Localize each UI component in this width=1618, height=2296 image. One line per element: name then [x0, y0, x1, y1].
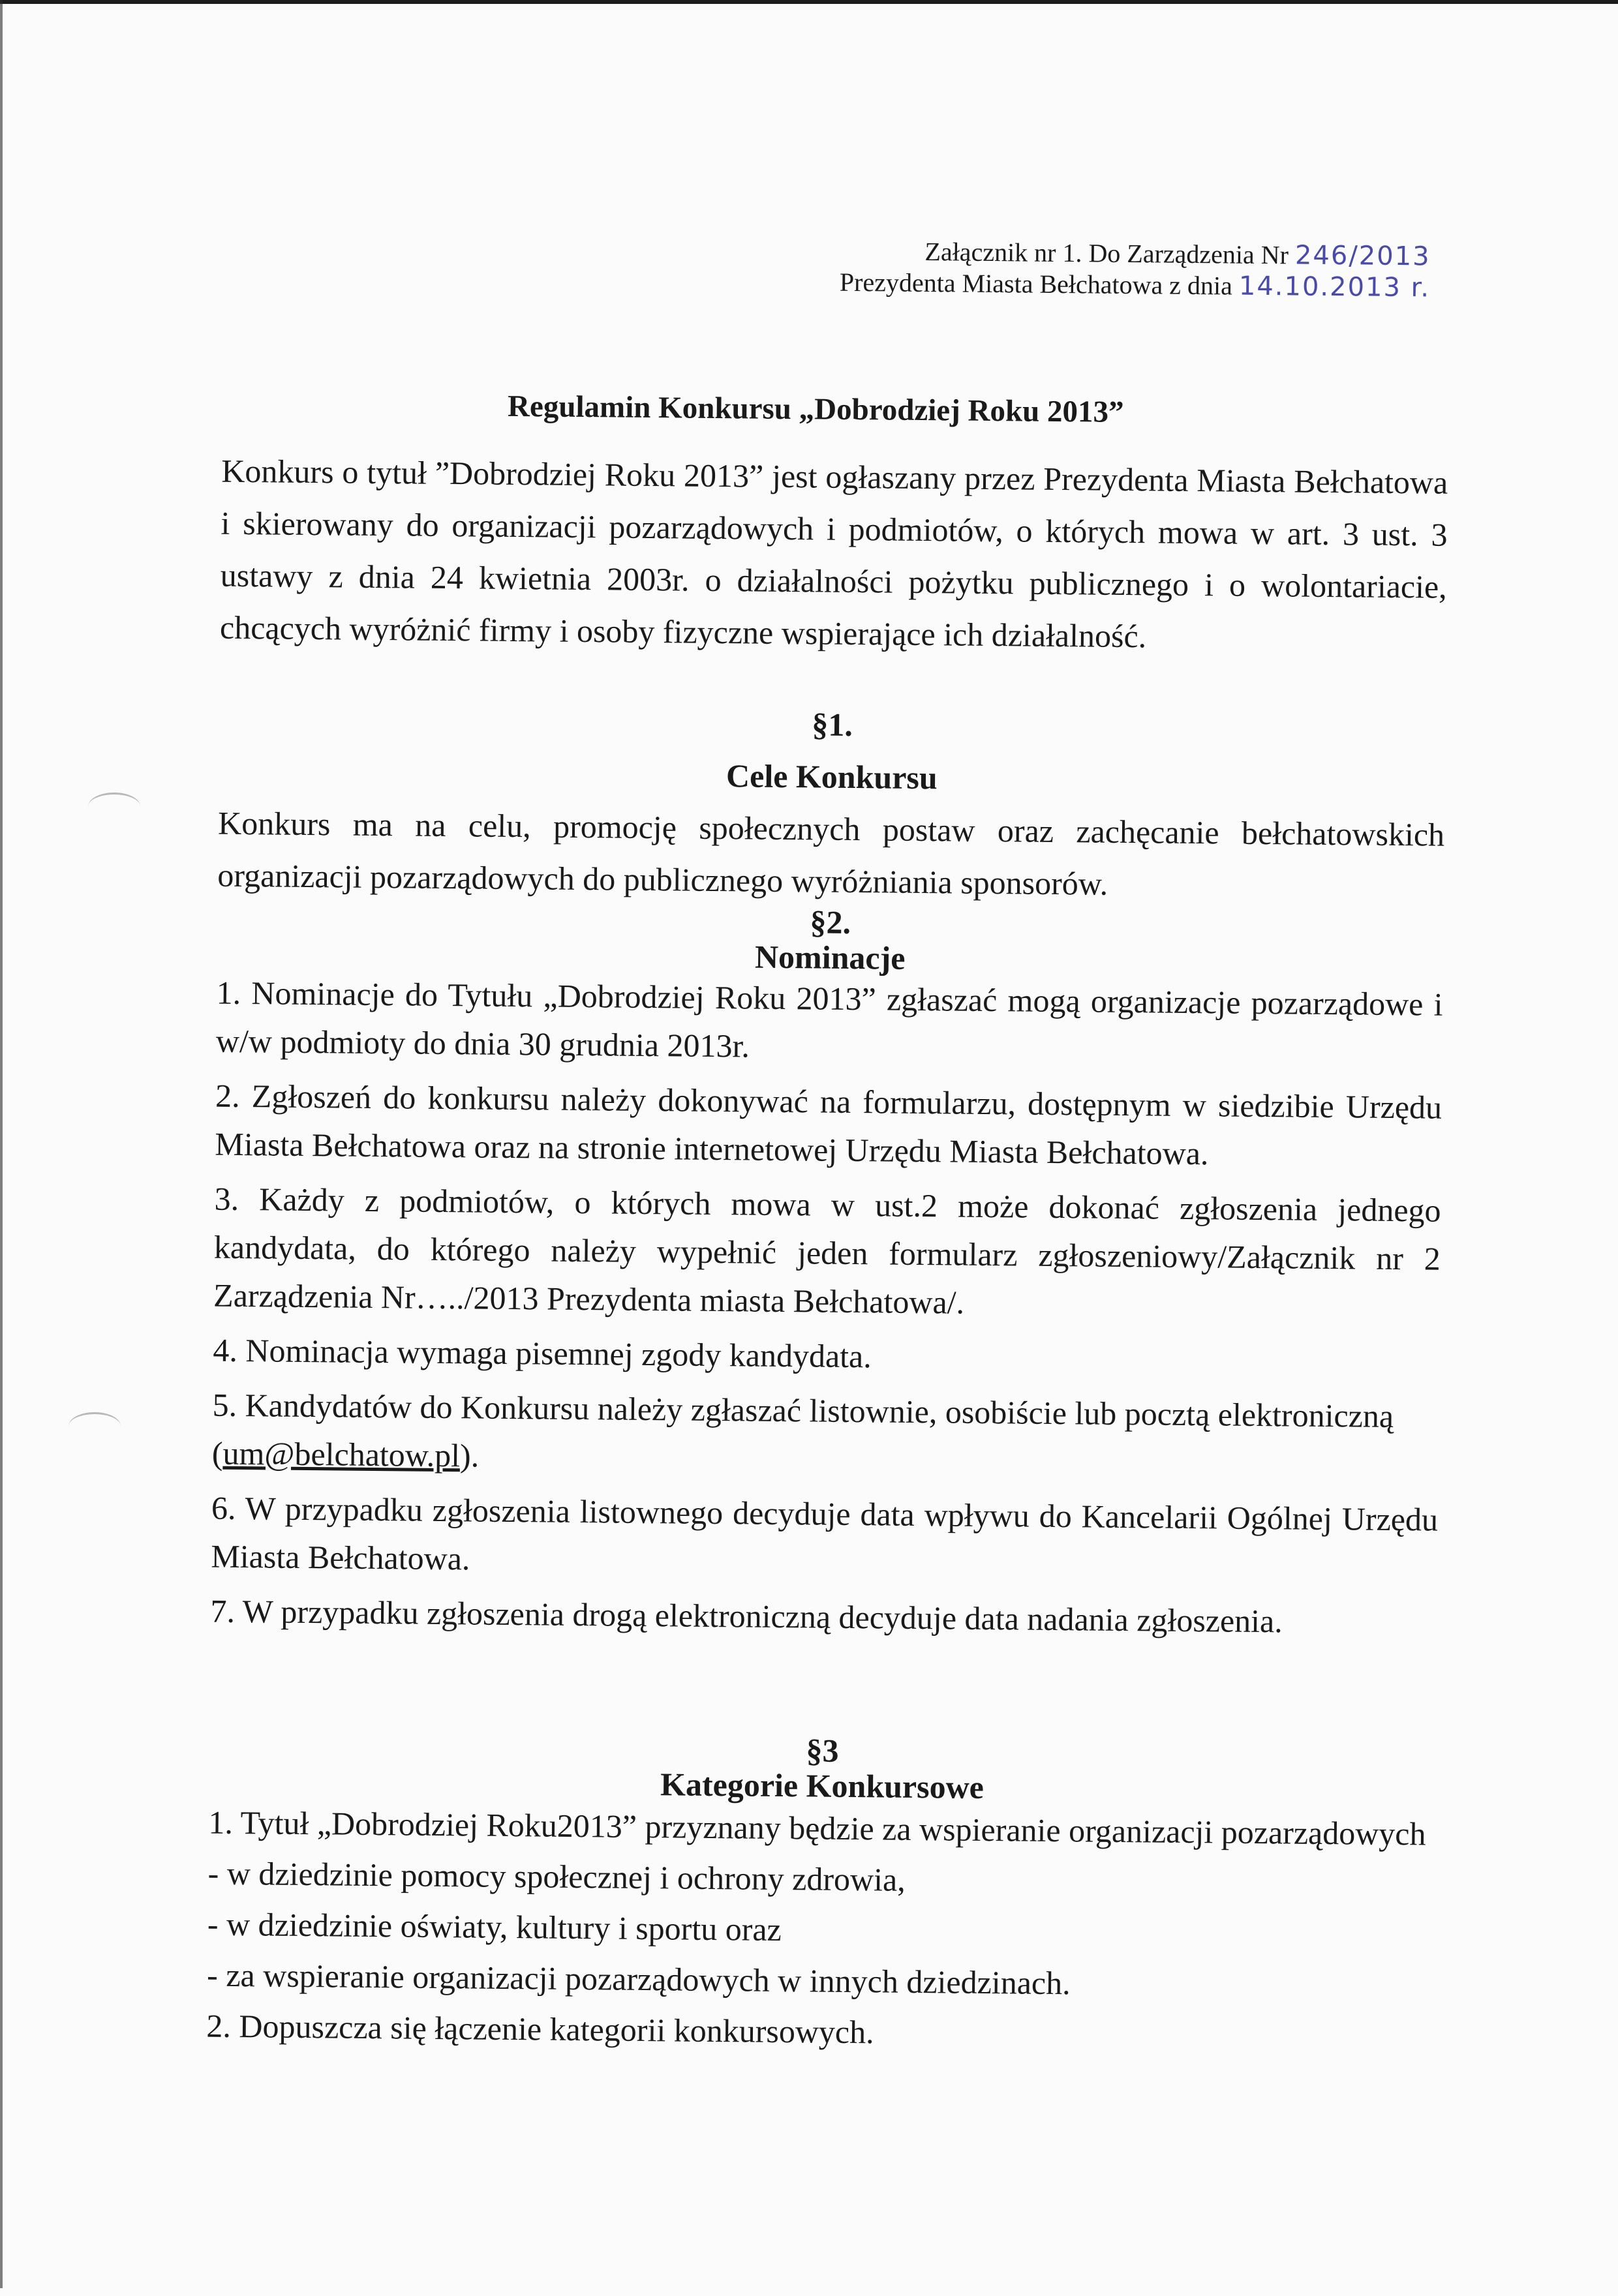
attachment-line-1: Załącznik nr 1. Do Zarządzenia Nr 246/2013 [924, 237, 1431, 272]
section-number: §3 [806, 1732, 839, 1769]
list-item: 2. Dopuszcza się łączenie kategorii konkursowych. [206, 2007, 874, 2051]
email-line: (um@belchatow.pl). [211, 1434, 480, 1474]
section-heading: Cele Konkursu [725, 757, 938, 796]
list-item: 6. W przypadku zgłoszenia listownego decyduje data wpływu do Kancelarii Ogólnej Urzędu Miasta Bełchatowa. [211, 1489, 1439, 1577]
section-1 [217, 693, 1446, 913]
handwritten-date: 14.10.2013 r. [1238, 271, 1431, 303]
section-heading: Nominacje [754, 938, 906, 976]
section-3 [206, 1727, 1436, 2063]
list-item: - za wspieranie organizacji pozarządowych w innych dziedzinach. [206, 1956, 1071, 2002]
attachment-line-2: Prezydenta Miasta Bełchatowa z dnia 14.10.2013 r. [839, 267, 1431, 303]
section-number: §2. [810, 903, 851, 941]
list-item: - w dziedzinie pomocy społecznej i ochrony zdrowia, [207, 1854, 906, 1898]
document-title: Regulamin Konkursu „Dobrodziej Roku 2013” [507, 389, 1124, 429]
list-item: 4. Nominacja wymaga pisemnej zgody kandydata. [213, 1331, 872, 1375]
section-2 [210, 898, 1444, 1647]
list-item: 3. Każdy z podmiotów, o których mowa w ust.2 może dokonać zgłoszenia jednego kandydata, do którego należy wypełnić jeden formularz zgłoszeniowy/Załącznik nr 2 Zarządzenia Nr…../2013 Prezydenta miasta Bełchatowa/. [213, 1180, 1441, 1321]
list-item: 1. Nominacje do Tytułu „Dobrodziej Roku 2013” zgłaszać mogą organizacje pozarządowe i w/w podmioty do dnia 30 grudnia 2013r. [215, 974, 1443, 1065]
list-item: 1. Tytuł „Dobrodziej Roku2013” przyznany będzie za wspieranie organizacji pozarządowych [208, 1804, 1426, 1852]
list-item: 5. Kandydatów do Konkursu należy zgłaszać listownie, osobiście lub pocztą elektroniczną [212, 1386, 1394, 1435]
email-link[interactable]: um@belchatow.pl [222, 1434, 461, 1474]
list-item: - w dziedzinie oświaty, kultury i sportu oraz [207, 1905, 782, 1948]
list-item: 7. W przypadku zgłoszenia drogą elektroniczną decyduje data nadania zgłoszenia. [210, 1592, 1283, 1640]
section-paragraph: Konkurs ma na celu, promocję społecznych postaw oraz zachęcanie bełchatowskich organizacji pozarządowych do publicznego wyróżniania sponsorów. [217, 804, 1445, 902]
attachment-header [840, 235, 1431, 304]
list-item: 2. Zgłoszeń do konkursu należy dokonywać na formularzu, dostępnym w siedzibie Urzędu Miasta Bełchatowa oraz na stronie internetowej Urzędu Miasta Bełchatowa. [215, 1077, 1442, 1172]
section-heading: Kategorie Konkursowe [660, 1766, 985, 1806]
handwritten-order-number: 246/2013 [1294, 240, 1431, 272]
section-number: §1. [812, 706, 853, 743]
intro-paragraph: Konkurs o tytuł ”Dobrodziej Roku 2013” jest ogłaszany przez Prezydenta Miasta Bełchatowa i skierowany do organizacji pozarządowych i podmiotów, o których mowa w art. 3 ust. 3 ustawy z dnia 24 kwietnia 2003r. o działalności pożytku publicznego i o wolontariacie, chcących wyróżnić firmy i osoby fizyczne wspierające ich działalność. [219, 452, 1448, 655]
